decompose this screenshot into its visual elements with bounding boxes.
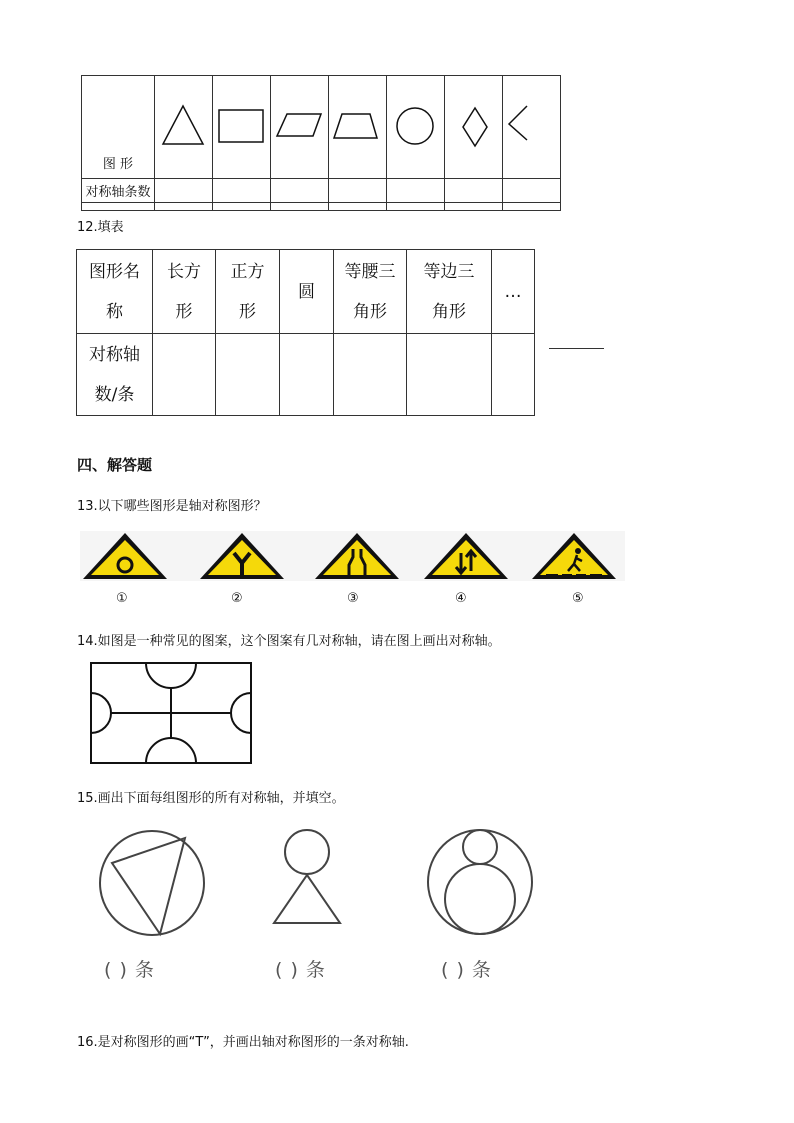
header-cell: 圆 (280, 250, 334, 334)
shape-cell (329, 76, 387, 179)
sign-label: ④ (455, 591, 467, 606)
answer-cell[interactable] (153, 334, 216, 416)
answer-cell[interactable] (503, 179, 561, 203)
rectangle-icon (213, 76, 270, 174)
traffic-signs (80, 531, 625, 581)
sign-label: ① (116, 591, 128, 606)
row-label-axes-cell (82, 179, 155, 203)
shape-cell (445, 76, 503, 179)
pattern-figure[interactable] (88, 660, 256, 766)
header-cell: 图形名 称 (77, 250, 153, 334)
trapezoid-icon (329, 76, 386, 174)
header-cell: 等边三 角形 (407, 250, 492, 334)
fill-table (76, 249, 535, 416)
row-label-shape: 图 形 (102, 157, 134, 172)
stray-line (549, 348, 604, 349)
header-cell: 长方 形 (153, 250, 216, 334)
parallelogram-icon (271, 76, 328, 174)
shape-cell (503, 76, 561, 179)
answer-cell[interactable] (271, 179, 329, 203)
angle-icon (503, 76, 560, 174)
shape-cell (271, 76, 329, 179)
q15-text: 15.画出下面每组图形的所有对称轴，并填空。 (77, 791, 345, 806)
answer-blank[interactable]: ( ) 条 (441, 959, 492, 981)
answer-cell[interactable] (334, 334, 407, 416)
q16-text: 16.是对称图形的画“T”，并画出轴对称图形的一条对称轴. (77, 1035, 409, 1050)
answer-cell[interactable] (329, 179, 387, 203)
circle-triangle-figure[interactable] (98, 827, 208, 939)
rhombus-icon (445, 76, 502, 174)
answer-cell[interactable] (155, 179, 213, 203)
answer-cell[interactable] (492, 334, 535, 416)
circle-on-triangle-figure[interactable] (268, 825, 358, 929)
q13-text: 13.以下哪些图形是轴对称图形？ (77, 499, 267, 514)
row-label-axes: 对称轴条数 (85, 185, 151, 200)
sign-label: ③ (347, 591, 359, 606)
answer-cell[interactable] (445, 179, 503, 203)
three-circles-figure[interactable] (424, 820, 536, 936)
shape-cell (387, 76, 445, 179)
section-title: 四、解答题 (77, 456, 153, 474)
q14-text: 14.如图是一种常见的图案，这个图案有几对称轴，请在图上画出对称轴。 (77, 634, 501, 649)
answer-blank[interactable]: ( ) 条 (104, 959, 155, 981)
symmetry-shapes-table (81, 75, 561, 211)
answer-cell[interactable] (407, 334, 492, 416)
answer-cell[interactable] (213, 179, 271, 203)
sign-label: ② (231, 591, 243, 606)
q12-title: 12.填表 (77, 220, 124, 235)
header-cell: … (492, 250, 535, 334)
answer-cell[interactable] (216, 334, 280, 416)
answer-cell[interactable] (387, 179, 445, 203)
shape-cell (155, 76, 213, 179)
sign-label: ⑤ (572, 591, 584, 606)
shape-cell (213, 76, 271, 179)
circle-icon (387, 76, 444, 174)
triangle-icon (155, 76, 212, 174)
header-cell: 正方 形 (216, 250, 280, 334)
header-cell: 等腰三 角形 (334, 250, 407, 334)
answer-cell[interactable] (280, 334, 334, 416)
answer-blank[interactable]: ( ) 条 (275, 959, 326, 981)
row-label-cell: 对称轴 数/条 (77, 334, 153, 416)
row-label-shape-cell (82, 76, 155, 179)
